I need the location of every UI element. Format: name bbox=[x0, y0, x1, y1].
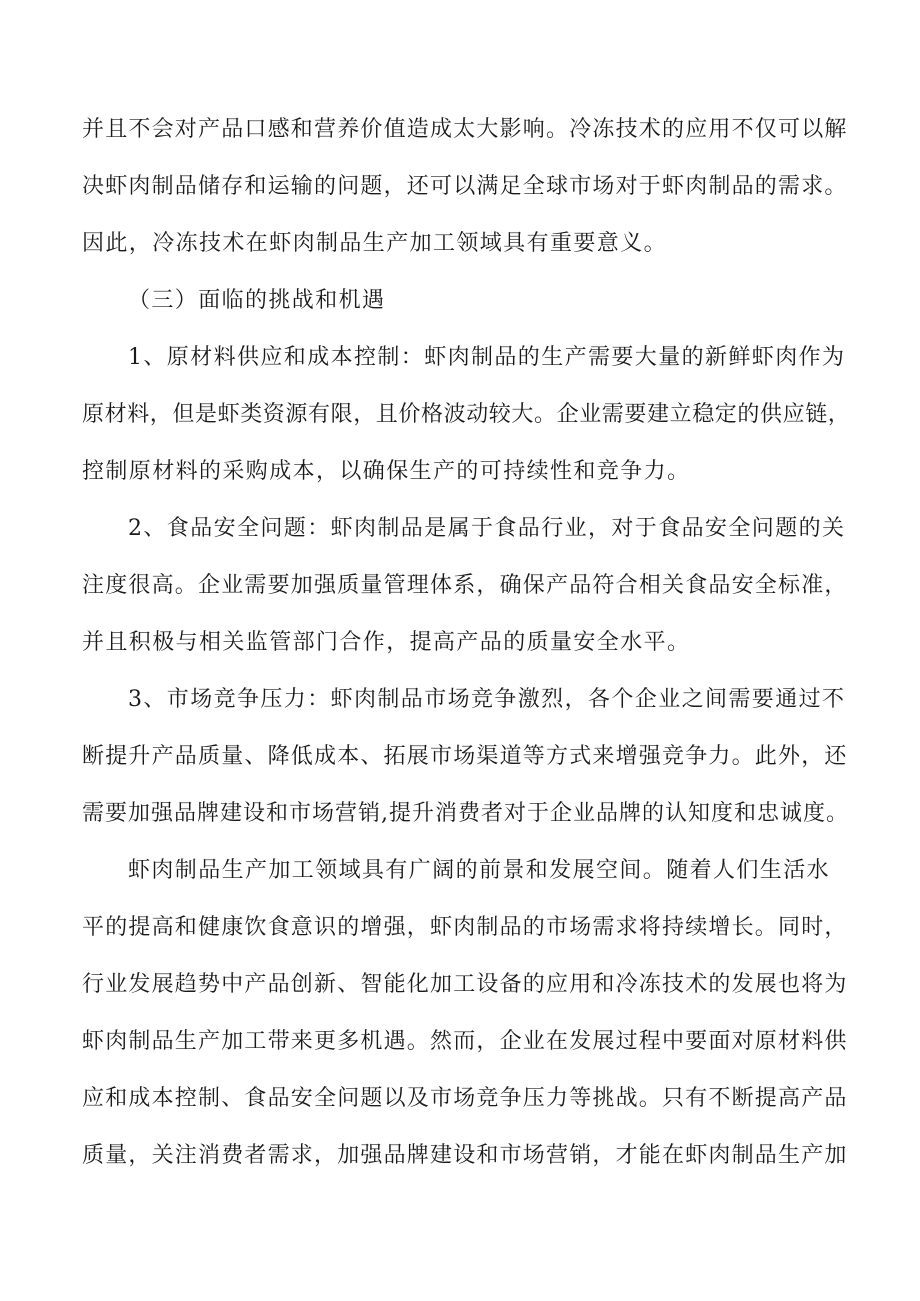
text-line: 3、市场竞争压力：虾肉制品市场竞争激烈，各个企业之间需要通过不 bbox=[128, 687, 846, 712]
text-line: 注度很高。企业需要加强质量管理体系，确保产品符合相关食品安全标准， bbox=[82, 573, 848, 598]
text-line: 因此，冷冻技术在虾肉制品生产加工领域具有重要意义。 bbox=[82, 231, 668, 256]
text-line: 应和成本控制、食品安全问题以及市场竞争压力等挑战。只有不断提高产品 bbox=[82, 1086, 848, 1111]
text-line: 平的提高和健康饮食意识的增强，虾肉制品的市场需求将持续增长。同时， bbox=[82, 915, 848, 940]
section-heading: （三）面临的挑战和机遇 bbox=[128, 288, 386, 313]
text-line: 2、食品安全问题：虾肉制品是属于食品行业，对于食品安全问题的关 bbox=[128, 516, 846, 541]
text-line: 行业发展趋势中产品创新、智能化加工设备的应用和冷冻技术的发展也将为 bbox=[82, 972, 848, 997]
text-line: 并且不会对产品口感和营养价值造成太大影响。冷冻技术的应用不仅可以解 bbox=[82, 117, 848, 142]
text-line: 虾肉制品生产加工带来更多机遇。然而，企业在发展过程中要面对原材料供 bbox=[82, 1029, 848, 1054]
text-line: 决虾肉制品储存和运输的问题，还可以满足全球市场对于虾肉制品的需求。 bbox=[82, 174, 848, 199]
text-line: 需要加强品牌建设和市场营销,提升消费者对于企业品牌的认知度和忠诚度。 bbox=[82, 801, 849, 826]
text-line: 虾肉制品生产加工领域具有广阔的前景和发展空间。随着人们生活水 bbox=[128, 858, 831, 883]
text-line: 1、原材料供应和成本控制：虾肉制品的生产需要大量的新鲜虾肉作为 bbox=[128, 345, 846, 370]
text-line: 并且积极与相关监管部门合作，提高产品的质量安全水平。 bbox=[82, 630, 691, 655]
text-line: 原材料，但是虾类资源有限，且价格波动较大。企业需要建立稳定的供应链， bbox=[82, 402, 851, 427]
text-line: 控制原材料的采购成本，以确保生产的可持续性和竞争力。 bbox=[82, 459, 691, 484]
text-line: 断提升产品质量、降低成本、拓展市场渠道等方式来增强竞争力。此外，还 bbox=[82, 744, 848, 769]
text-line: 质量，关注消费者需求，加强品牌建设和市场营销，才能在虾肉制品生产加 bbox=[82, 1143, 848, 1168]
